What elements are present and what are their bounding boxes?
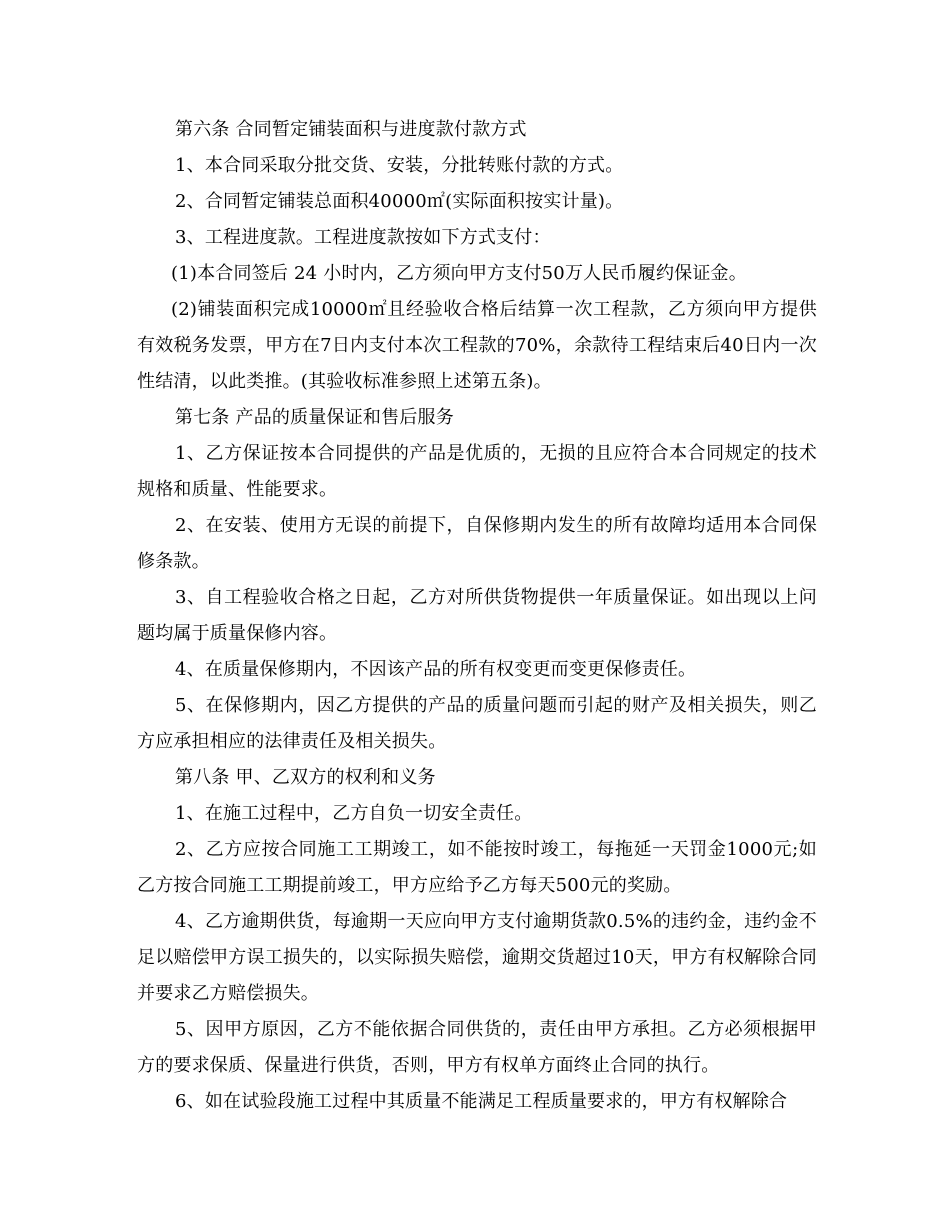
article-8-heading: 第八条 甲、乙双方的权利和义务 [175, 767, 436, 788]
article-7-item-2: 2、在安装、使用方无误的前提下，自保修期内发生的所有故障均适用本合同保修条款。 [137, 515, 817, 572]
article-8-item-1: 1、在施工过程中，乙方自负一切安全责任。 [175, 803, 533, 824]
article-8-item-4: 4、乙方逾期供货，每逾期一天应向甲方支付逾期货款0.5%的违约金，违约金不足以赔偿甲方误工损失的，以实际损失赔偿，逾期交货超过10天，甲方有权解除合同并要求乙方赔偿损失。 [137, 911, 817, 1004]
article-6-item-3: 3、工程进度款。工程进度款按如下方式支付： [175, 227, 551, 248]
article-8-item-2: 2、乙方应按合同施工工期竣工，如不能按时竣工，每拖延一天罚金1000元;如乙方按合同施工工期提前竣工，甲方应给予乙方每天500元的奖励。 [137, 839, 817, 896]
article-6-heading: 第六条 合同暂定铺装面积与进度款付款方式 [175, 119, 527, 140]
article-7-item-5: 5、在保修期内，因乙方提供的产品的质量问题而引起的财产及相关损失，则乙方应承担相应的法律责任及相关损失。 [137, 695, 817, 752]
article-8-item-5: 5、因甲方原因，乙方不能依据合同供货的，责任由甲方承担。乙方必须根据甲方的要求保质、保量进行供货，否则，甲方有权单方面终止合同的执行。 [137, 1019, 817, 1076]
article-7-item-3: 3、自工程验收合格之日起，乙方对所供货物提供一年质量保证。如出现以上问题均属于质量保修内容。 [137, 587, 817, 644]
article-6-item-1: 1、本合同采取分批交货、安装，分批转账付款的方式。 [175, 155, 624, 176]
article-8-item-6: 6、如在试验段施工过程中其质量不能满足工程质量要求的，甲方有权解除合 [175, 1091, 788, 1112]
article-7-heading: 第七条 产品的质量保证和售后服务 [175, 407, 454, 428]
article-6-item-2: 2、合同暂定铺装总面积40000㎡(实际面积按实计量)。 [175, 191, 624, 212]
article-6-item-3-sub-1: (1)本合同签后 24 小时内，乙方须向甲方支付50万人民币履约保证金。 [171, 263, 747, 284]
article-7-item-4: 4、在质量保修期内，不因该产品的所有权变更而变更保修责任。 [175, 659, 697, 680]
article-6-item-3-sub-2: (2)铺装面积完成10000㎡且经验收合格后结算一次工程款，乙方须向甲方提供有效税务发票，甲方在7日内支付本次工程款的70%，余款待工程结束后40日内一次性结清，以此类推。(其验收标准参照上述第五条)。 [137, 299, 817, 392]
article-7-item-1: 1、乙方保证按本合同提供的产品是优质的，无损的且应符合本合同规定的技术规格和质量、性能要求。 [137, 443, 817, 500]
contract-body [137, 112, 817, 1120]
